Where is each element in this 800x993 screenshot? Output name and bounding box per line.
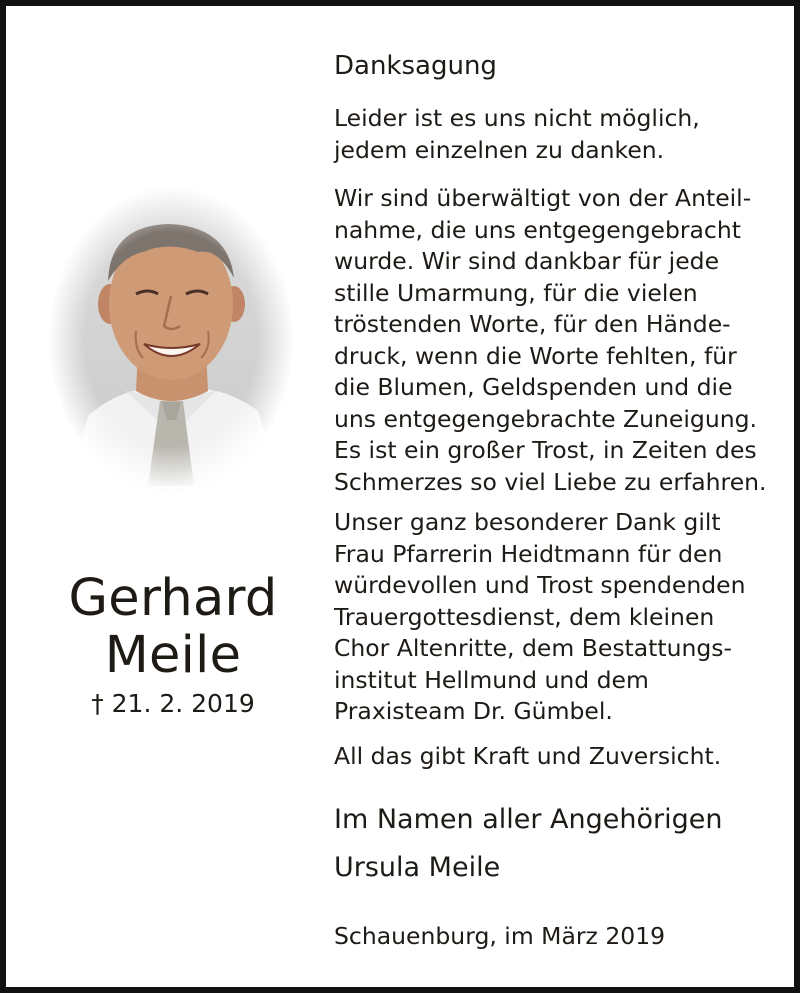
notice-paragraph-3: Unser ganz besonderer Dank gilt Frau Pfarrerin Heidtmann für den würdevollen und Trost spendenden Trauergottesdienst, dem kleinen Chor Altenritte, dem Bestattungs- institut Hellmund und dem Praxisteam Dr. Gümbel. bbox=[334, 508, 746, 725]
deceased-first-name: Gerhard bbox=[68, 569, 278, 628]
notice-paragraph-1: Leider ist es uns nicht möglich, jedem einzelnen zu danken. bbox=[334, 104, 700, 164]
deceased-last-name: Meile bbox=[104, 626, 242, 685]
signature-line-1: Im Namen aller Angehörigen bbox=[334, 804, 723, 835]
notice-paragraph-4: All das gibt Kraft und Zuversicht. bbox=[334, 742, 722, 770]
place-and-date: Schauenburg, im März 2019 bbox=[334, 922, 666, 950]
portrait-photo bbox=[48, 186, 294, 492]
notice-heading: Danksagung bbox=[334, 51, 497, 81]
signature-name: Ursula Meile bbox=[334, 852, 501, 883]
death-date: † 21. 2. 2019 bbox=[91, 689, 255, 718]
notice-paragraph-2: Wir sind überwältigt von der Anteil- nahme, die uns entgegengebracht wurde. Wir sind dankbar für jede stille Umarmung, für die vielen tröstenden Worte, für den Hände- druck, wenn die Worte fehlten, für die Blumen, Geldspenden und die uns entgegengebrachte Zuneigung. Es ist ein großer Trost, in Zeiten des Schmerzes so viel Liebe zu erfahren. bbox=[334, 184, 767, 496]
